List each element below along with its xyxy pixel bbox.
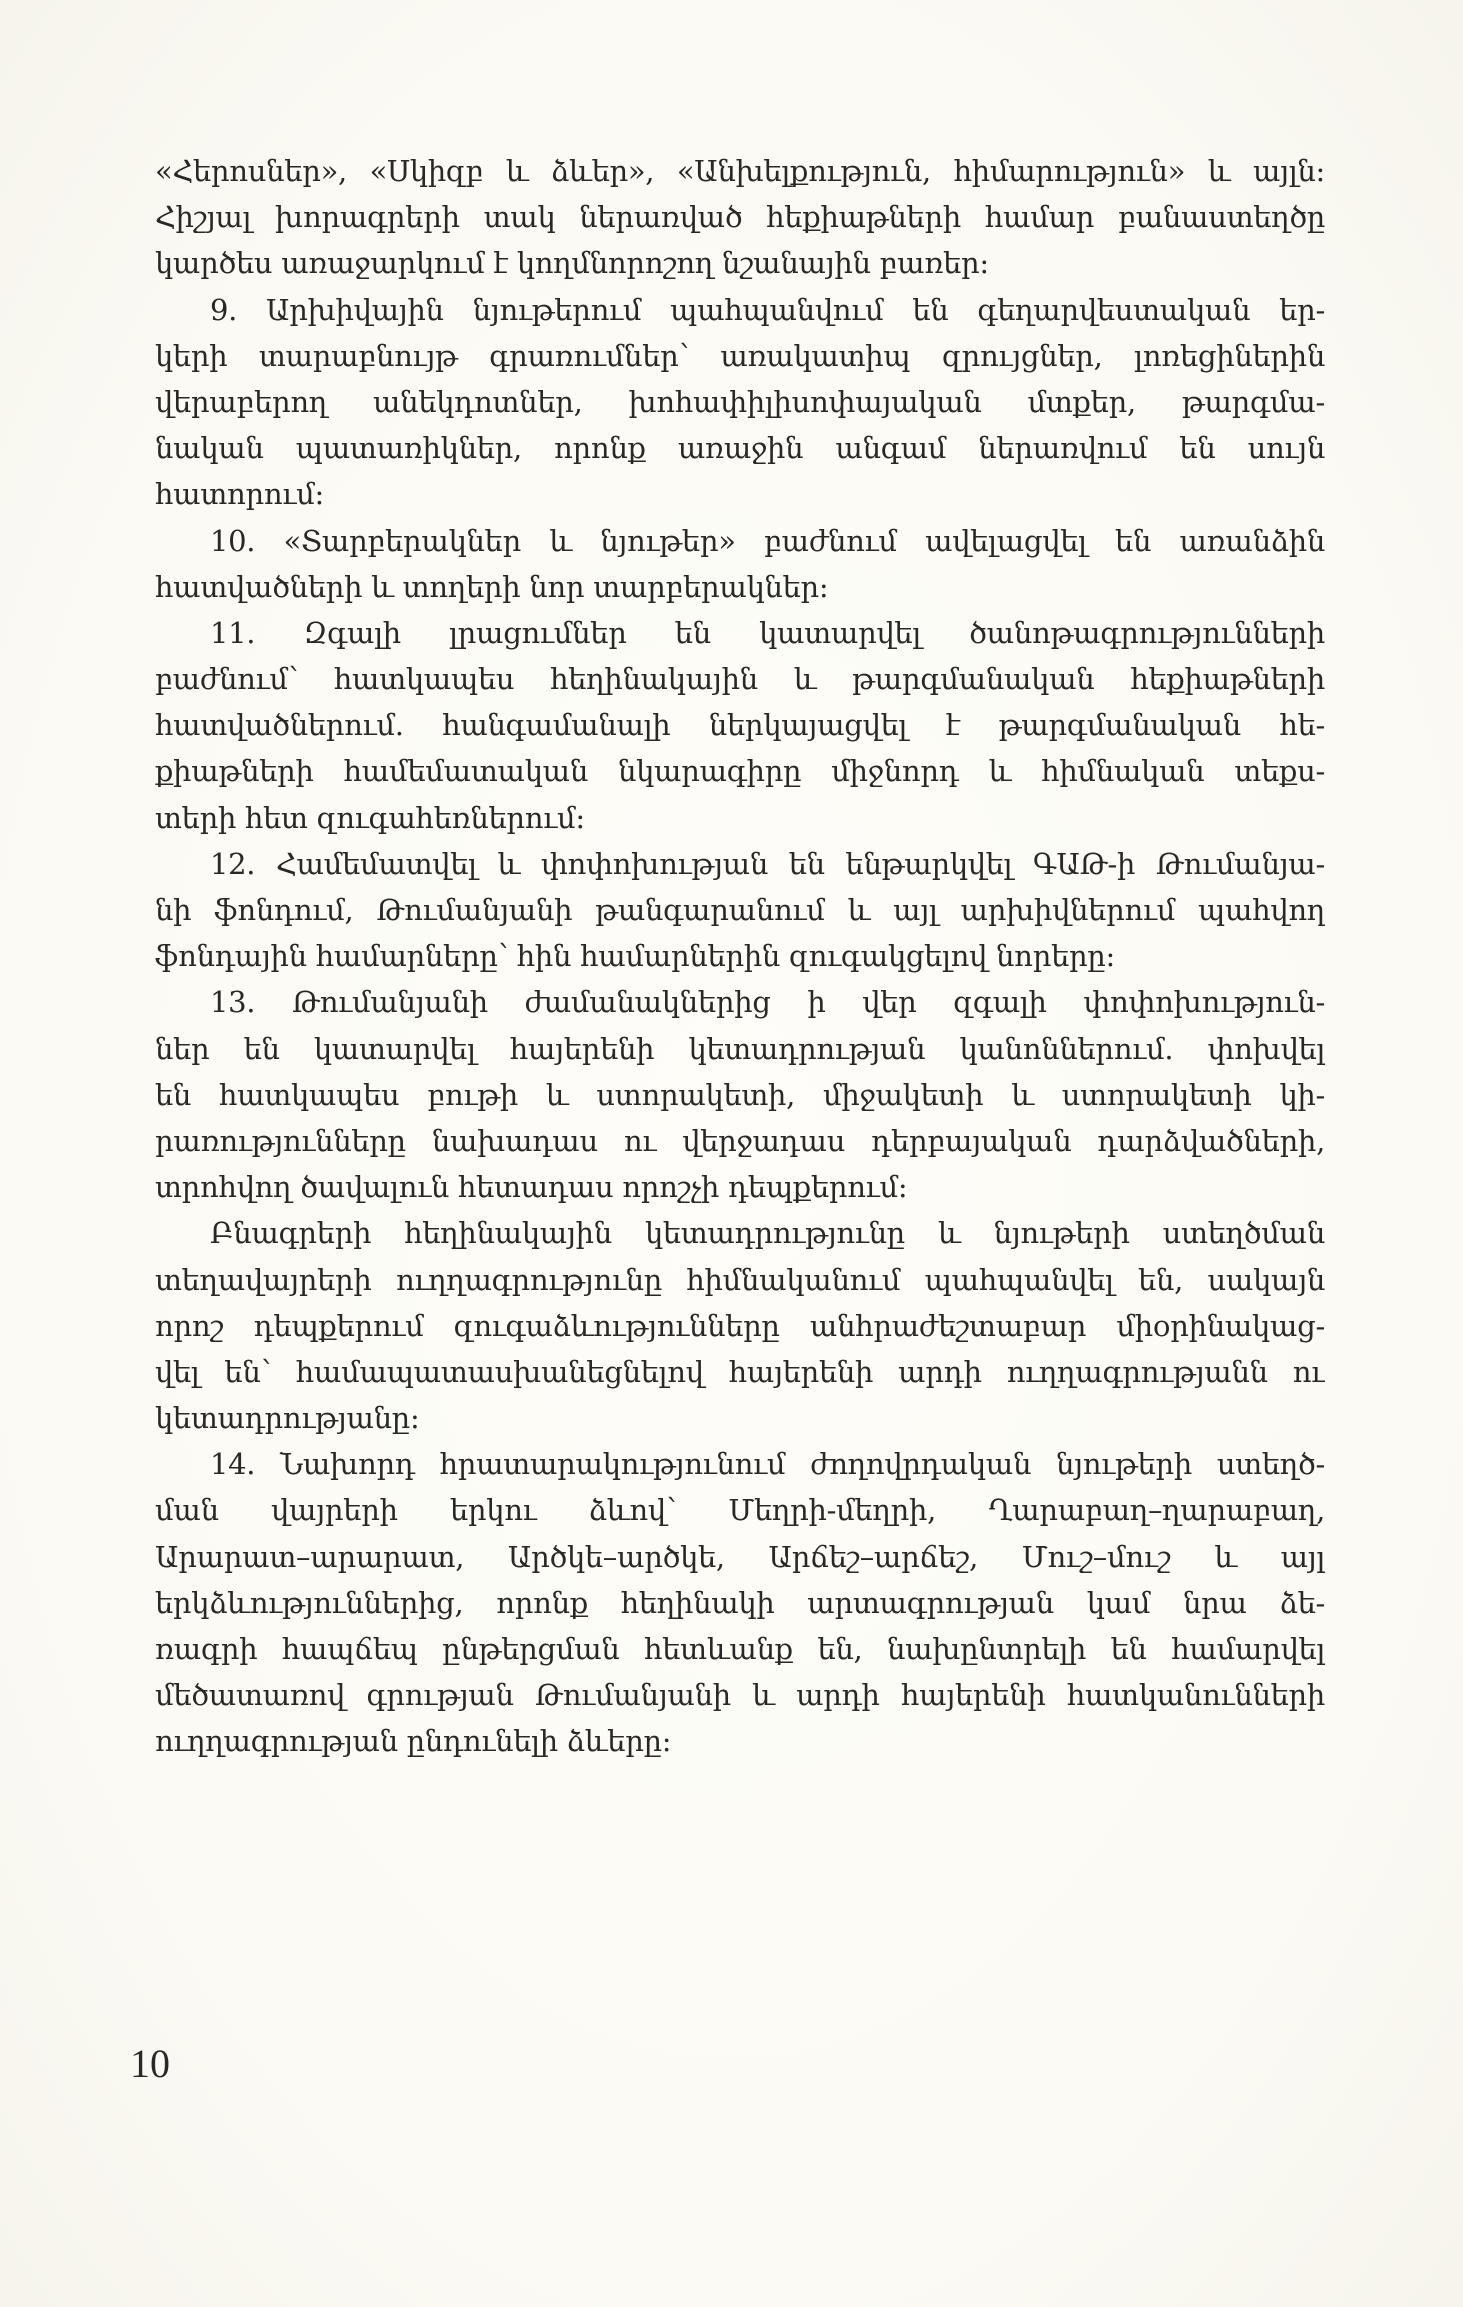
text-line: կետադրությանը: [155,1401,420,1436]
text-line: տերի հետ զուգահեռներում: [155,800,585,835]
text-line: բաժնում՝ հատկապես հեղինակային և թարգմանական հեքիաթների [155,662,1325,697]
text-line: վել են՝ համապատասխանեցնելով հայերենի արդի ուղղագրությանն ու [155,1354,1325,1389]
text-line: 11. Զգալի լրացումներ են կատարվել ծանոթագրությունների [210,615,1325,650]
text-line: րառությունները նախադաս ու վերջադաս դերբայական դարձվածների, [155,1123,1325,1158]
text-line: ֆոնդային համարները՝ հին համարներին զուգակցելով նորերը: [155,939,1115,974]
text-line: ներ են կատարվել հայերենի կետադրության կանոններում. փոխվել [155,1031,1325,1066]
text-line: նական պատառիկներ, որոնք առաջին անգամ ներառվում են սույն [155,431,1325,466]
text-line: երկձևություններից, որոնք հեղինակի արտագրության կամ նրա ձե- [155,1585,1325,1620]
text-line: 10. «Տարբերակներ և նյութեր» բաժնում ավելացվել են առանձին [210,523,1325,558]
text-line: «Հերոսներ», «Սկիզբ և ձևեր», «Անխելքություն, հիմարություն» և այլն: [155,154,1325,188]
text-line: մեծատառով գրության Թումանյանի և արդի հայերենի հատկանունների [155,1678,1325,1713]
text-line: Բնագրերի հեղինակային կետադրությունը և նյութերի ստեղծման [210,1216,1325,1251]
text-line: նի ֆոնդում, Թումանյանի թանգարանում և այլ արխիվներում պահվող [155,893,1325,927]
text-line: ման վայրերի երկու ձևով՝ Մեղրի-մեղրի, Ղարաբաղ–ղարաբաղ, [155,1493,1325,1528]
text-line: քիաթների համեմատական նկարագիրը միջնորդ և հիմնական տեքս- [155,754,1325,789]
text-line: վերաբերող անեկդոտներ, խոհափիլիսոփայական մտքեր, թարգմա- [155,384,1325,419]
text-line: ռագրի հապճեպ ընթերցման հետևանք են, նախընտրելի են համարվել [155,1632,1325,1666]
text-line: 14. Նախորդ հրատարակությունում ժողովրդական նյութերի ստեղծ- [210,1447,1325,1482]
body-text [155,148,1325,1765]
text-line: հատորում: [155,477,324,512]
text-line: ուղղագրության ընդունելի ձևերը: [155,1724,672,1759]
text-line: 12. Համեմատվել և փոփոխության են ենթարկվել ԳԱԹ-ի Թումանյա- [210,846,1325,881]
text-line: որոշ դեպքերում զուգաձևությունները անհրաժեշտաբար միօրինակաց- [155,1308,1325,1343]
text-line: Հիշյալ խորագրերի տակ ներառված հեքիաթների համար բանաստեղծը [155,200,1325,235]
text-line: 9. Արխիվային նյութերում պահպանվում են գեղարվեստական եր- [210,292,1325,327]
text-line: են հատկապես բութի և ստորակետի, միջակետի և ստորակետի կի- [155,1077,1325,1112]
text-line: հատվածներում. հանգամանալի ներկայացվել է թարգմանական հե- [155,708,1325,743]
text-line: կարծես առաջարկում է կողմնորոշող նշանային բառեր: [155,246,989,281]
text-line: Արարատ–արարատ, Արծկե–արծկե, Արճեշ–արճեշ, Մուշ–մուշ և այլ [155,1539,1325,1574]
text-line: տրոհվող ծավալուն հետադաս որոշչի դեպքերում: [155,1170,908,1205]
page-number: 10 [130,2041,170,2086]
text-line: 13. Թումանյանի ժամանակներից ի վեր զգալի փոփոխություն- [210,985,1325,1020]
text-line: կերի տարաբնույթ գրառումներ՝ առակատիպ զրույցներ, լոռեցիներին [155,338,1325,373]
text-line: հատվածների և տողերի նոր տարբերակներ: [155,569,829,604]
text-line: տեղավայրերի ուղղագրությունը հիմնականում պահպանվել են, սակայն [155,1262,1325,1297]
